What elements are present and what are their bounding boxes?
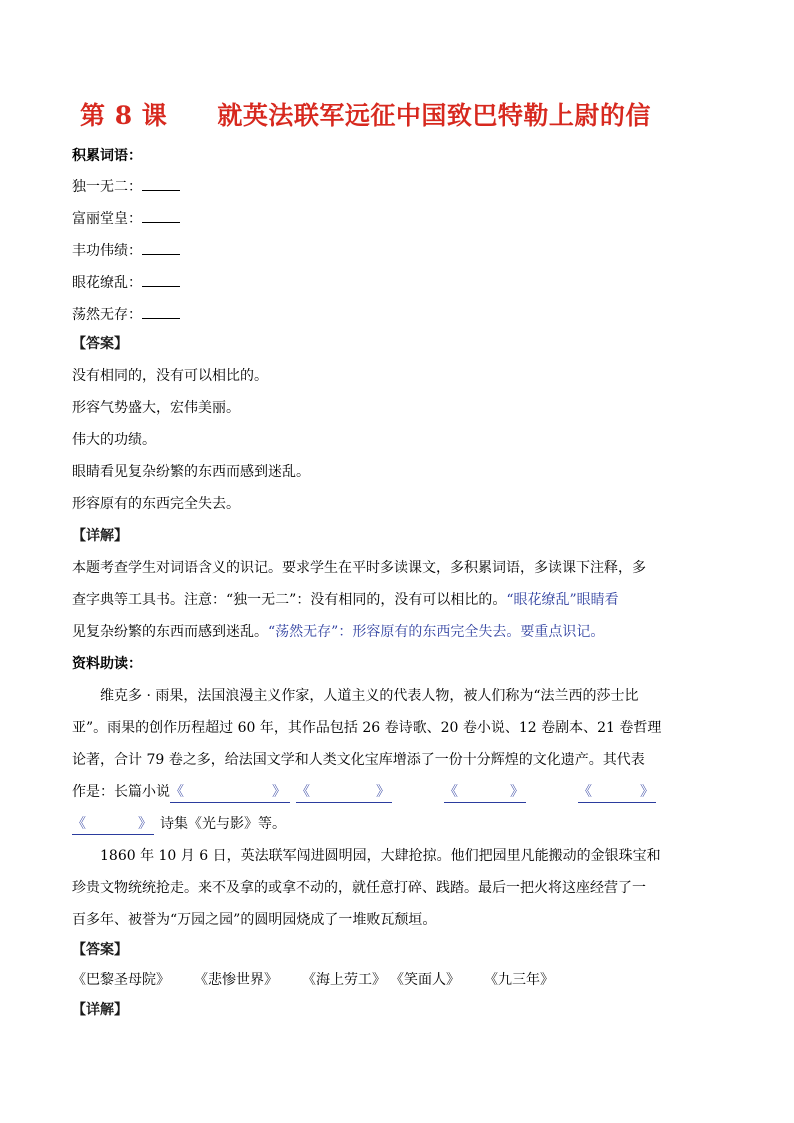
reading-text: 论著，合计 79 卷之多，给法国文学和人类文化宝库增添了一份十分辉煌的文化遗产。其代表 <box>72 752 645 768</box>
book-title-blank: 《 》 <box>444 782 526 803</box>
detail-text: 见复杂纷繁的东西而感到迷乱。“荡然无存”：形容原有的东西完全失去。要重点识记。 <box>72 624 605 640</box>
answer-line: 形容原有的东西完全失去。 <box>72 496 240 512</box>
answer-label: 【答案】 <box>72 942 128 958</box>
book-title-blank: 《 》 <box>170 782 290 803</box>
answer-blank <box>142 176 180 191</box>
lesson-number: 第 8 课 <box>80 101 168 130</box>
answer-blank <box>142 208 180 223</box>
section-heading-reading: 资料助读： <box>72 656 142 672</box>
vocab-item: 荡然无存： <box>72 304 180 325</box>
detail-label: 【详解】 <box>72 528 128 544</box>
book-title-blank: 《 》 <box>72 814 154 835</box>
answer-label: 【答案】 <box>72 336 128 352</box>
page-title <box>80 96 780 132</box>
answer-line: 伟大的功绩。 <box>72 432 156 448</box>
section-heading-vocabulary: 积累词语： <box>72 148 142 164</box>
answer-line: 没有相同的，没有可以相比的。 <box>72 368 268 384</box>
reading-text: 作是：长篇小说《 》 《 》 《 》 《 》 <box>72 782 656 803</box>
answer-line: 《巴黎圣母院》 《悲惨世界》 《海上劳工》 《笑面人》 《九三年》 <box>72 972 554 988</box>
detail-text: 本题考查学生对词语含义的识记。要求学生在平时多读课文，多积累词语，多读课下注释，多 <box>72 560 646 576</box>
answer-blank <box>142 272 180 287</box>
detail-label: 【详解】 <box>72 1002 128 1018</box>
reading-text: 亚”。雨果的创作历程超过 60 年，其作品包括 26 卷诗歌、20 卷小说、12 卷剧本、21 卷哲理 <box>72 720 662 736</box>
answer-line: 形容气势盛大，宏伟美丽。 <box>72 400 240 416</box>
reading-text: 维克多 · 雨果，法国浪漫主义作家，人道主义的代表人物，被人们称为“法兰西的莎士比 <box>100 688 639 704</box>
vocab-item: 眼花缭乱： <box>72 272 180 293</box>
reading-text: 《 》 诗集《光与影》等。 <box>72 814 286 835</box>
vocab-item: 富丽堂皇： <box>72 208 180 229</box>
answer-blank <box>142 304 180 319</box>
vocab-item: 独一无二： <box>72 176 180 197</box>
answer-line: 眼睛看见复杂纷繁的东西而感到迷乱。 <box>72 464 310 480</box>
book-title-blank: 《 》 <box>578 782 656 803</box>
vocab-item: 丰功伟绩： <box>72 240 180 261</box>
lesson-title: 就英法联军远征中国致巴特勒上尉的信 <box>217 101 651 130</box>
reading-text: 珍贵文物统统抢走。来不及拿的或拿不动的，就任意打碎、践踏。最后一把火将这座经营了一 <box>72 880 646 896</box>
answer-blank <box>142 240 180 255</box>
reading-text: 百多年、被誉为“万园之园”的圆明园烧成了一堆败瓦颓垣。 <box>72 912 437 928</box>
detail-text: 查字典等工具书。注意：“独一无二”：没有相同的，没有可以相比的。“眼花缭乱”眼睛看 <box>72 592 619 608</box>
reading-text: 1860 年 10 月 6 日，英法联军闯进圆明园，大肆抢掠。他们把园里凡能搬动的金银珠宝和 <box>100 848 661 864</box>
book-title-blank: 《 》 <box>296 782 392 803</box>
